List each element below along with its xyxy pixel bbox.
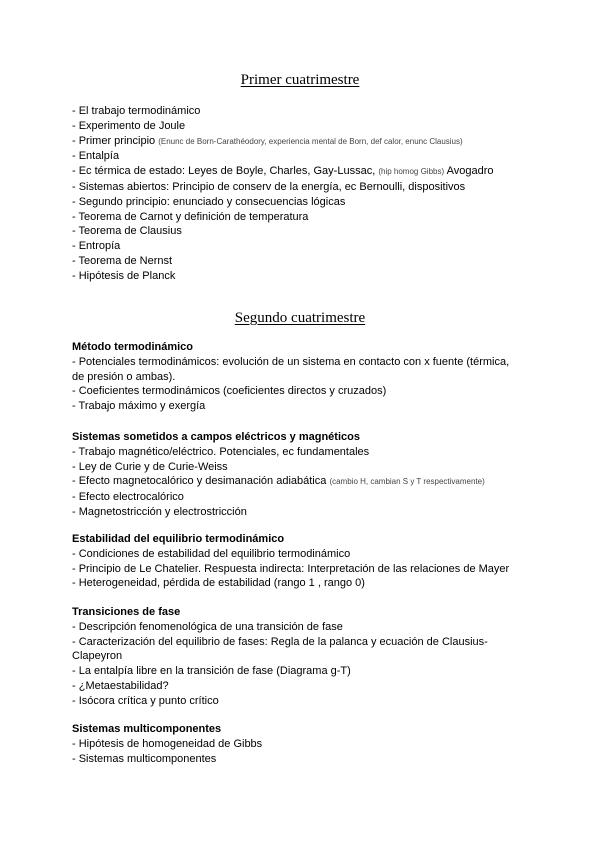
list-item: - Sistemas multicomponentes [72, 752, 217, 765]
list-item: - Trabajo máximo y exergía [72, 400, 206, 413]
list-item: - El trabajo termodinámico [72, 105, 201, 117]
item-note: (Enunc de Born-Carathéodory, experiencia mental de Born, def calor, enunc Clausius) [158, 136, 463, 146]
list-item: - Condiciones de estabilidad del equilibrio termodinámico [72, 547, 351, 560]
list-item: - Trabajo magnético/eléctrico. Potenciales, ec fundamentales [72, 445, 370, 458]
list-item: - Principio de Le Chatelier. Respuesta indirecta: Interpretación de las relaciones de Mayer [72, 562, 510, 575]
list-item: - Ec térmica de estado: Leyes de Boyle, Charles, Gay-Lussac, (hip homog Gibbs) Avogadro [72, 165, 494, 178]
section-multicomponentes [72, 722, 524, 766]
section-transiciones [72, 605, 524, 709]
list-item: - Efecto magnetocalórico y desimanación adiabática (cambio H, cambian S y T respectivamente) [72, 475, 485, 488]
list-item: - Caracterización del equilibrio de fases: Regla de la palanca y ecuación de Clausius-Clapeyron [72, 635, 488, 663]
section-title: Estabilidad del equilibrio termodinámico [72, 533, 285, 545]
item-note: (cambio H, cambian S y T respectivamente) [329, 477, 485, 487]
list-item: - Teorema de Carnot y definición de temperatura [72, 210, 309, 223]
list-item: - Entalpía [72, 150, 120, 163]
first-term-list [72, 104, 524, 284]
section-campos [72, 430, 524, 520]
section-title: Sistemas sometidos a campos eléctricos y magnéticos [72, 431, 360, 443]
first-term-heading: Primer cuatrimestre [240, 72, 360, 88]
item-note: (hip homog Gibbs) [378, 167, 445, 177]
section-title: Sistemas multicomponentes [72, 723, 222, 735]
list-item: - ¿Metaestabilidad? [72, 679, 169, 692]
list-item: - Experimento de Joule [72, 119, 186, 132]
list-item: - Hipótesis de homogeneidad de Gibbs [72, 737, 263, 750]
list-item: - Segundo principio: enunciado y consecuencias lógicas [72, 195, 346, 208]
list-item: - Entropía [72, 240, 121, 253]
list-item: - Potenciales termodinámicos: evolución de un sistema en contacto con x fuente (térmica, de presión o ambas). [72, 355, 510, 383]
list-item: - Sistemas abiertos: Principio de conserv de la energía, ec Bernoulli, dispositivos [72, 180, 466, 193]
section-title: Transiciones de fase [72, 606, 181, 618]
list-item: - Primer principio (Enunc de Born-Carathéodory, experiencia mental de Born, def calor, enunc Clausius) [72, 134, 463, 147]
list-item: - Magnetostricción y electrostricción [72, 505, 247, 518]
list-item: - Teorema de Nernst [72, 254, 173, 267]
section-estabilidad [72, 532, 524, 591]
list-item: - Isócora crítica y punto crítico [72, 694, 219, 707]
second-term-heading: Segundo cuatrimestre [234, 310, 366, 326]
list-item: - La entalpía libre en la transición de fase (Diagrama g-T) [72, 665, 351, 678]
list-item: - Efecto electrocalórico [72, 491, 184, 504]
list-item: - Descripción fenomenológica de una transición de fase [72, 620, 343, 633]
list-item: - Coeficientes termodinámicos (coeficientes directos y cruzados) [72, 385, 387, 398]
section-title: Método termodinámico [72, 341, 194, 353]
list-item: - Teorema de Clausius [72, 225, 182, 238]
list-item: - Heterogeneidad, pérdida de estabilidad (rango 1 , rango 0) [72, 577, 365, 590]
list-item: - Hipótesis de Planck [72, 269, 176, 282]
list-item: - Ley de Curie y de Curie-Weiss [72, 460, 228, 473]
section-metodo [72, 340, 524, 414]
